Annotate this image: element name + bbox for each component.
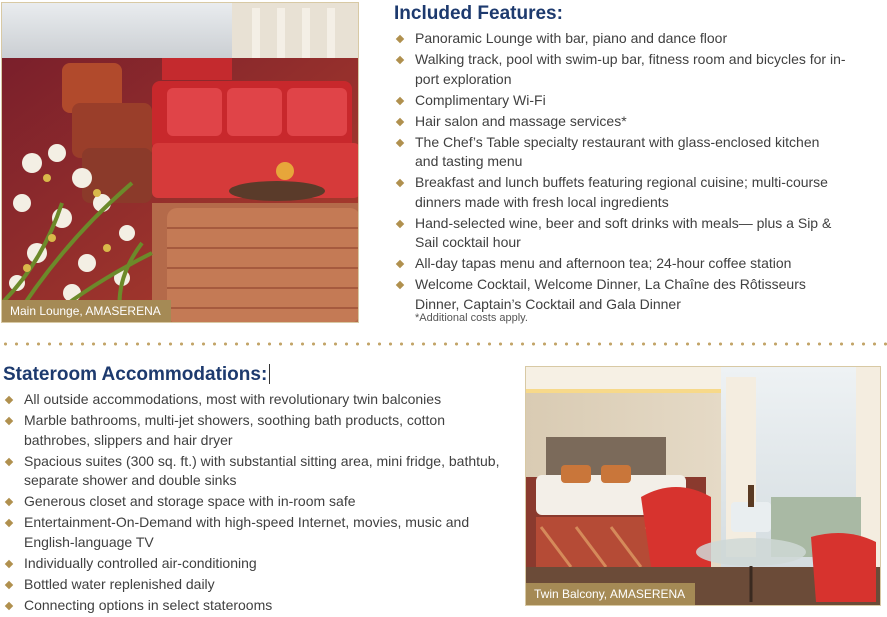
dotted-divider (0, 342, 887, 346)
stateroom-illustration (526, 367, 881, 606)
diamond-bullet-icon (5, 601, 13, 609)
list-item: Welcome Cocktail, Welcome Dinner, La Chaîne des Rôtisseurs Dinner, Captain’s Cocktail and Gala Dinner (396, 275, 846, 314)
stateroom-heading (3, 364, 270, 386)
diamond-bullet-icon (5, 559, 13, 567)
diamond-bullet-icon (396, 281, 404, 289)
diamond-bullet-icon (5, 498, 13, 506)
list-item: Hand-selected wine, beer and soft drinks with meals— plus a Sip & Sail cocktail hour (396, 214, 846, 253)
list-item: Hair salon and massage services* (396, 112, 846, 132)
list-item: Individually controlled air-conditioning (5, 554, 510, 574)
diamond-bullet-icon (5, 580, 13, 588)
list-item: Connecting options in select staterooms (5, 596, 510, 616)
list-item: Spacious suites (300 sq. ft.) with substantial sitting area, mini fridge, bathtub, separate shower and double sinks (5, 452, 510, 491)
list-item: The Chef’s Table specialty restaurant with glass-enclosed kitchen and tasting menu (396, 133, 846, 172)
list-item: Entertainment-On-Demand with high-speed Internet, movies, music and English-language TV (5, 513, 510, 552)
main-lounge-photo (1, 2, 359, 323)
diamond-bullet-icon (396, 219, 404, 227)
twin-balcony-photo (525, 366, 881, 606)
diamond-bullet-icon (396, 260, 404, 268)
stateroom-list (5, 390, 510, 617)
diamond-bullet-icon (5, 396, 13, 404)
diamond-bullet-icon (396, 117, 404, 125)
photo-caption: Twin Balcony, AMASERENA (526, 583, 695, 605)
list-item: Walking track, pool with swim-up bar, fitness room and bicycles for in-port exploration (396, 50, 846, 89)
lounge-illustration (2, 3, 359, 323)
list-item: Bottled water replenished daily (5, 575, 510, 595)
list-item: All-day tapas menu and afternoon tea; 24-hour coffee station (396, 254, 846, 274)
list-item: Breakfast and lunch buffets featuring regional cuisine; multi-course dinners made with fresh local ingredients (396, 173, 846, 212)
diamond-bullet-icon (5, 457, 13, 465)
included-features-heading: Included Features: (394, 3, 563, 24)
list-item: Complimentary Wi-Fi (396, 91, 846, 111)
additional-costs-note: *Additional costs apply. (415, 312, 528, 324)
diamond-bullet-icon (5, 519, 13, 527)
stateroom-heading-text: Stateroom Accommodations: (3, 364, 268, 385)
diamond-bullet-icon (396, 96, 404, 104)
included-features-list (396, 29, 846, 316)
diamond-bullet-icon (396, 35, 404, 43)
list-item: Marble bathrooms, multi-jet showers, soothing bath products, cotton bathrobes, slippers and hair dryer (5, 411, 510, 450)
diamond-bullet-icon (396, 179, 404, 187)
list-item: Panoramic Lounge with bar, piano and dance floor (396, 29, 846, 49)
diamond-bullet-icon (5, 417, 13, 425)
text-cursor (269, 364, 270, 384)
list-item: All outside accommodations, most with revolutionary twin balconies (5, 390, 510, 410)
list-item: Generous closet and storage space with in-room safe (5, 492, 510, 512)
diamond-bullet-icon (396, 138, 404, 146)
photo-caption: Main Lounge, AMASERENA (2, 300, 171, 322)
diamond-bullet-icon (396, 56, 404, 64)
